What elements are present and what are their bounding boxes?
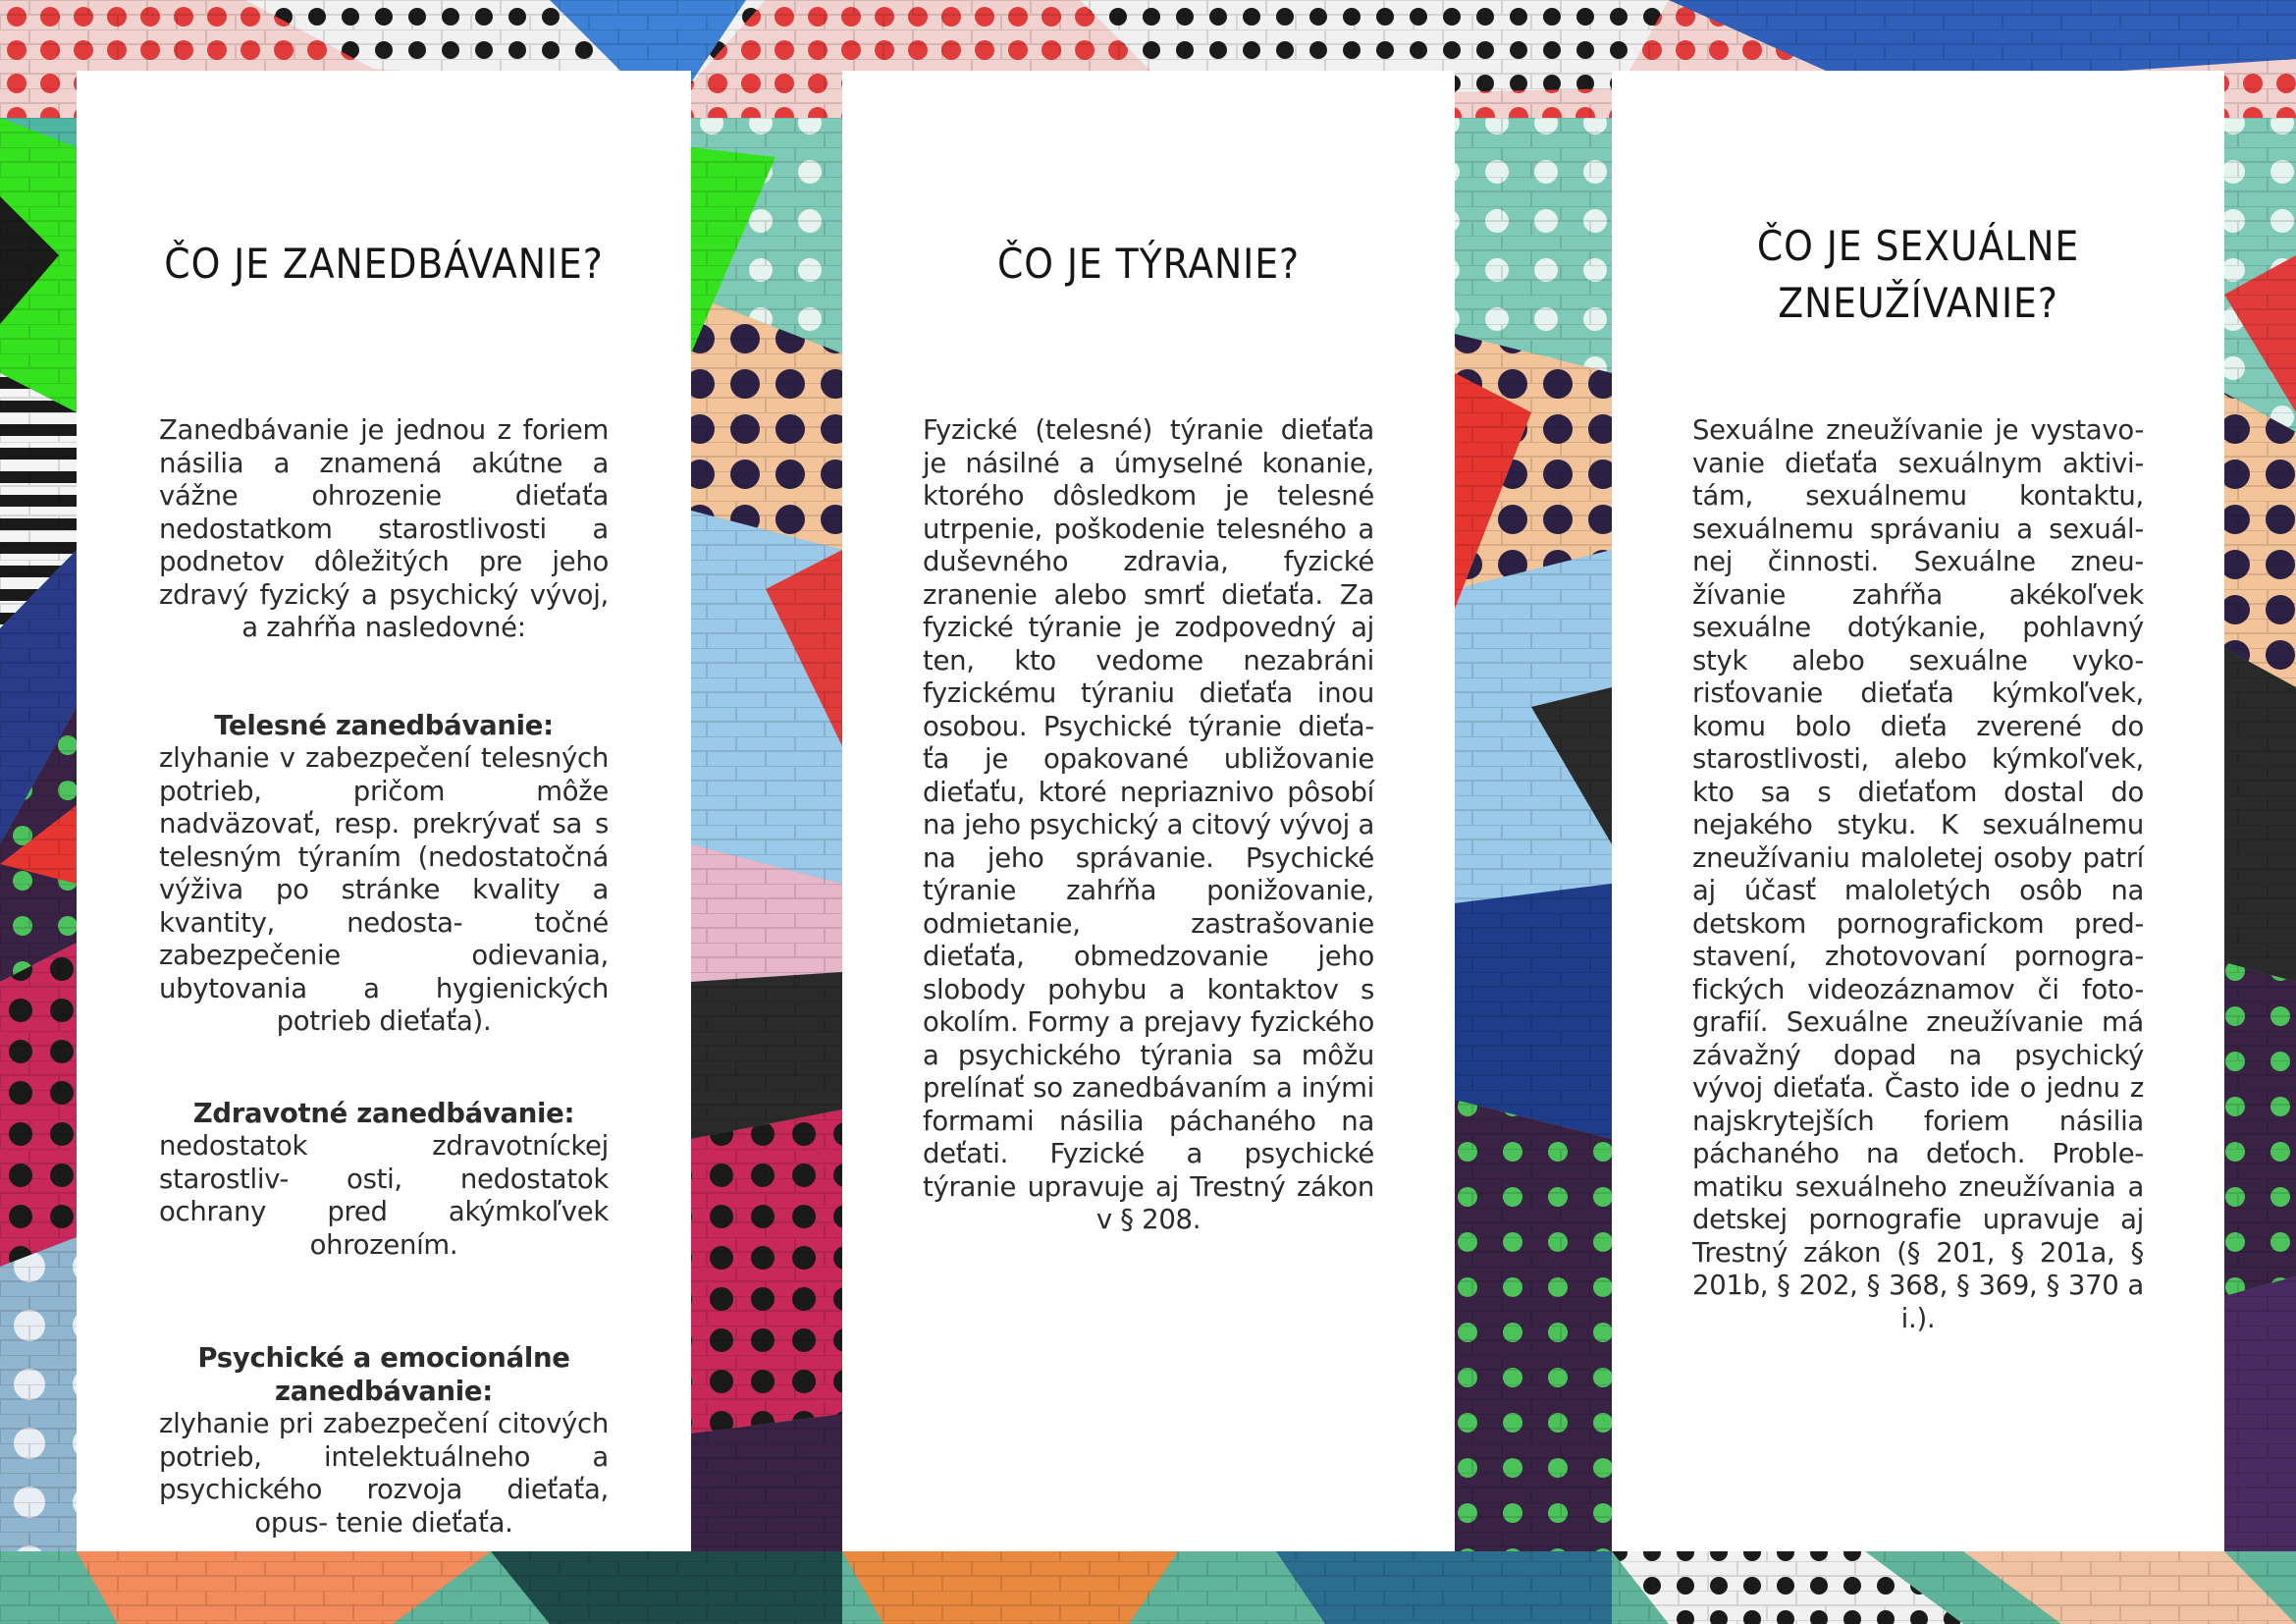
section-text: nedostatok zdravotníckej starostliv- osti, nedostatok ochrany pred akýmkoľvek ohrozením. (159, 1130, 609, 1261)
section-emotional-neglect (159, 1342, 609, 1540)
body-paragraph: Sexuálne zneužívanie je vystavo- vanie dieťaťa sexuálnym aktivi- tám, sexuálnemu kontaktu, sexuálnemu správaniu a sexuál- nej činnosti. Sexuálne zneu- žívanie zahŕňa akékoľvek sexuálne dotýkanie, pohlavný styk alebo sexuálne vyko- risťovanie dieťaťa kýmkoľvek, komu bolo dieťa zverené do starostlivosti, alebo kýmkoľvek, kto sa s dieťaťom dostal do nejakého styku. K sexuálnemu zneužívaniu maloletej osoby patrí aj účasť maloletých osôb na detskom pornografickom pred- stavení, zhotovovaní pornogra- fických videozáznamov či foto- grafií. Sexuálne zneužívanie má závažný dopad na psychický vývoj dieťaťa. Často ide o jednu z najskrytejších foriem násilia páchaného na deťoch. Proble- matiku sexuálneho zneužívania a detskej pornografie upravuje aj Trestný zákon (§ 201, § 201a, § 201b, § 202, § 368, § 369, § 370 a i.). (1692, 414, 2144, 1334)
section-text: zlyhanie pri zabezpečení citových potrieb, intelektuálneho a psychického rozvoja dieťaťa, opus- tenie dieťaťa. (159, 1408, 609, 1539)
panel-body (1692, 414, 2144, 1335)
panel-heading: ČO JE TÝRANIE? (997, 240, 1300, 288)
panel-body (923, 414, 1374, 1237)
section-text: zlyhanie v zabezpečení telesných potrieb, pričom môže nadväzovať, resp. prekrývať sa s telesným týraním (nedostatočná výživa po stránke kvality a kvantity, nedosta- točné zabezpečenie odievania, ubytovania a hygienických potrieb dieťaťa). (159, 742, 609, 1037)
intro-paragraph: Zanedbávanie je jednou z foriem násilia a znamená akútne a vážne ohrozenie dieťaťa nedostatkom starostlivosti a podnetov dôležitých pre jeho zdravý fyzický a psychický vývoj, a zahŕňa nasledovné: (159, 414, 609, 643)
panel-body (159, 414, 609, 1540)
panel-sexual-abuse (1612, 71, 2224, 1551)
body-paragraph: Fyzické (telesné) týranie dieťaťa je násilné a úmyselné konanie, ktorého dôsledkom je telesné utrpenie, poškodenie telesného a duševného zdravia, fyzické zranenie alebo smrť dieťaťa. Za fyzické týranie je zodpovedný aj ten, kto vedome nezabráni fyzickému týraniu dieťaťa inou osobou. Psychické týranie dieťa- ťa je opakované ubližovanie dieťaťu, ktoré nepriaznivo pôsobí na jeho psychický a citový vývoj a na jeho správanie. Psychické týranie zahŕňa ponižovanie, odmietanie, zastrašovanie dieťaťa, obmedzovanie jeho slobody pohybu a kontaktov s okolím. Formy a prejavy fyzického a psychického týrania sa môžu prelínať so zanedbávaním a inými formami násilia páchaného na deťati. Fyzické a psychické týranie upravuje aj Trestný zákon v § 208. (923, 414, 1374, 1235)
section-physical-neglect (159, 710, 609, 1039)
panel-heading: ČO JE ZANEDBÁVANIE? (164, 240, 604, 288)
panel-heading: ČO JE SEXUÁLNE ZNEUŽÍVANIE? (1756, 222, 2080, 327)
section-title: Telesné zanedbávanie: (214, 709, 554, 741)
panel-neglect (77, 71, 691, 1551)
panel-abuse (842, 71, 1455, 1551)
section-health-neglect (159, 1098, 609, 1263)
section-title: Psychické a emocionálne zanedbávanie: (197, 1342, 570, 1407)
section-title: Zdravotné zanedbávanie: (192, 1097, 575, 1129)
